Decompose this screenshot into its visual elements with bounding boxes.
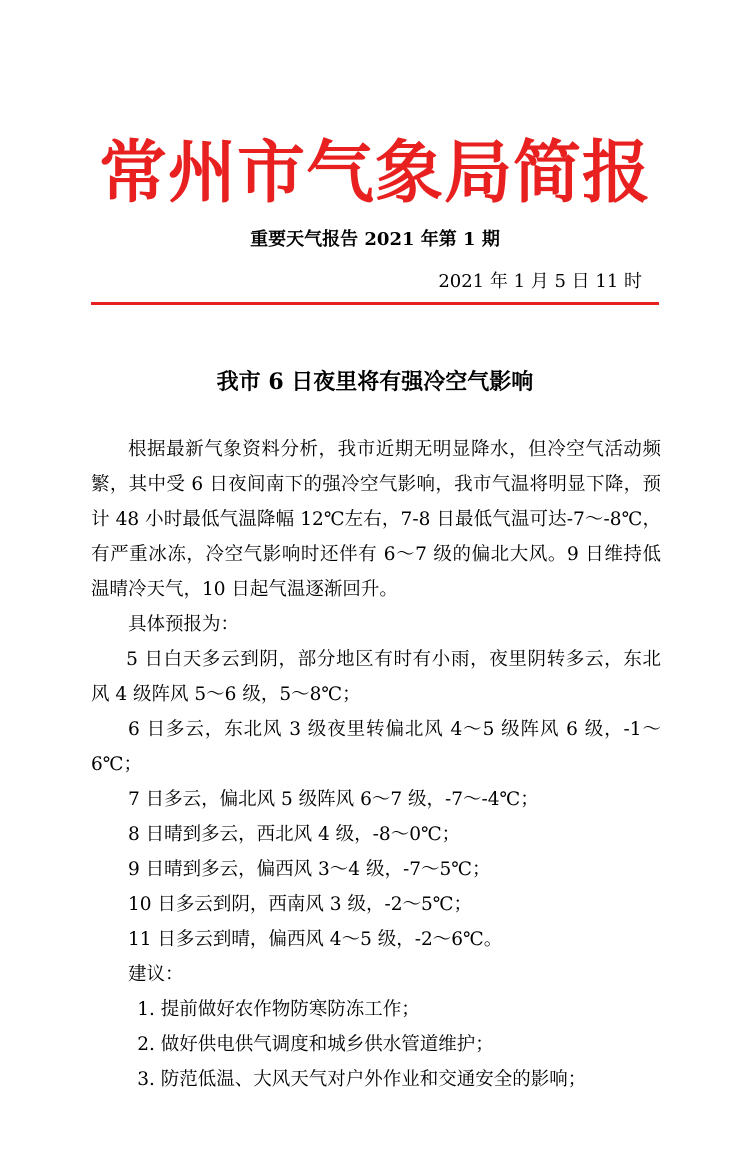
advice-label: 建议：: [128, 964, 184, 985]
advice-item-1: 1. 提前做好农作物防寒防冻工作；: [137, 999, 420, 1020]
date-line: 2021 年 1 月 5 日 11 时: [438, 271, 642, 292]
forecast-day-10: 10 日多云到阴，西南风 3 级，-2～5℃；: [128, 894, 472, 915]
report-headline: 我市 6 日夜里将有强冷空气影响: [216, 369, 534, 395]
forecast-day-11: 11 日多云到晴，偏西风 4～5 级，-2～6℃。: [128, 929, 503, 950]
issue-line: 重要天气报告 2021 年第 1 期: [250, 229, 500, 250]
report-body: [91, 432, 661, 1097]
forecast-day-7: 7 日多云，偏北风 5 级阵风 6～7 级，-7～-4℃；: [128, 789, 539, 810]
forecast-day-6: 6 日多云，东北风 3 级夜里转偏北风 4～5 级阵风 6 级，-1～6℃；: [91, 719, 661, 775]
header-rule: [91, 302, 659, 305]
masthead-title: 常州市气象局简报: [98, 133, 651, 213]
forecast-label: 具体预报为：: [128, 614, 240, 635]
advice-item-3: 3. 防范低温、大风天气对户外作业和交通安全的影响；: [137, 1069, 587, 1090]
advice-item-2: 2. 做好供电供气调度和城乡供水管道维护；: [137, 1034, 494, 1055]
forecast-day-8: 8 日晴到多云，西北风 4 级，-8～0℃；: [128, 824, 461, 845]
intro-paragraph: 根据最新气象资料分析，我市近期无明显降水，但冷空气活动频繁，其中受 6 日夜间南下的强冷空气影响，我市气温将明显下降，预计 48 小时最低气温降幅 12℃左右，7-8 日最低气温可达-7～-8℃，有严重冰冻，冷空气影响时还伴有 6～7 级的偏北大风。9 日维持低温晴冷天气，10 日起气温逐渐回升。: [91, 439, 661, 600]
forecast-day-9: 9 日晴到多云，偏西风 3～4 级，-7～5℃；: [128, 859, 491, 880]
forecast-day-5: 5 日白天多云到阴，部分地区有时有小雨，夜里阴转多云，东北风 4 级阵风 5～6 级，5～8℃；: [91, 649, 661, 705]
